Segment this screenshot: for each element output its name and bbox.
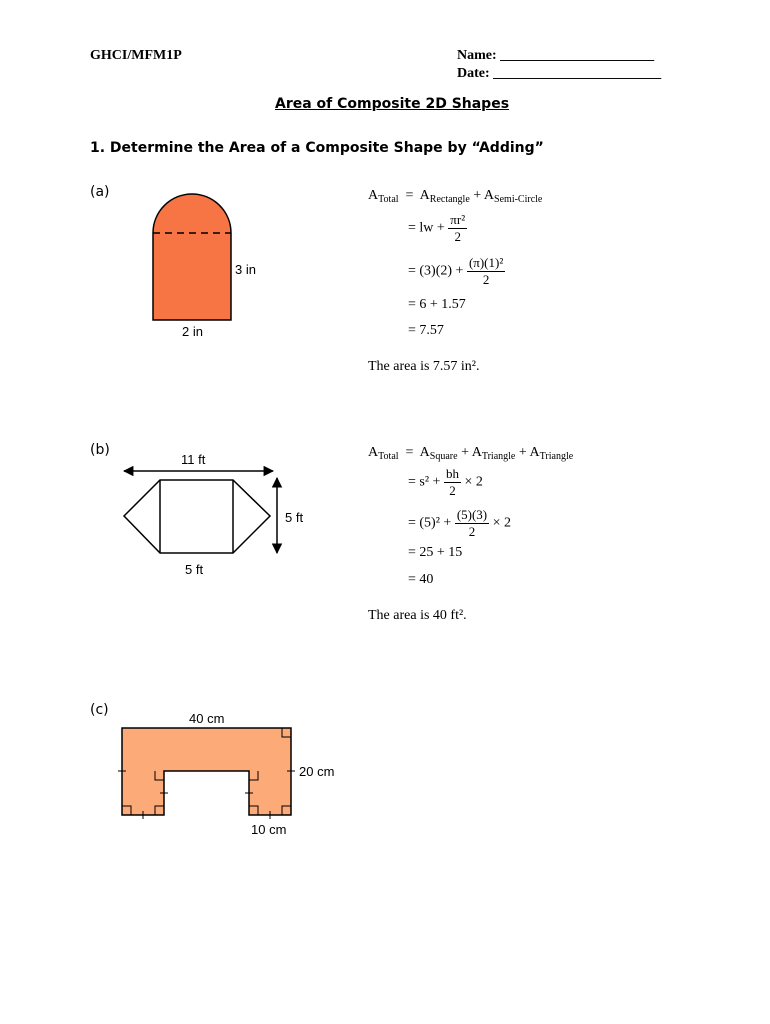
arch-shape xyxy=(122,728,291,815)
part-b-base-label: 5 ft xyxy=(185,562,204,577)
part-a-height-label: 3 in xyxy=(235,262,256,277)
part-b-label: (b) xyxy=(90,442,110,458)
part-b-height-label: 5 ft xyxy=(285,510,304,525)
part-b-eq2: = s² + $\frac{bh}{2}$ × 2 xyxy=(408,466,483,498)
part-b-total-label: 11 ft xyxy=(181,452,206,467)
part-a-eq5: = 7.57 xyxy=(408,323,444,338)
part-b-eq3: = (5)² + $\frac{(5)(3)}{2}$ × 2 xyxy=(408,507,512,539)
part-b-answer: The area is 40 ft². xyxy=(368,608,467,623)
part-c-height-label: 20 cm xyxy=(299,764,335,779)
name-field: Name: ______________________ xyxy=(457,48,655,63)
part-b-eq5: = 40 xyxy=(408,572,434,587)
question-heading: 1. Determine the Area of a Composite Shape by “Adding” xyxy=(90,140,544,156)
course-code: GHCI/MFM1P xyxy=(90,48,182,63)
date-field: Date: ________________________ xyxy=(457,66,662,81)
part-c-width-label: 40 cm xyxy=(189,711,225,726)
part-c-leg-label: 10 cm xyxy=(251,822,287,837)
part-a-eq4: = 6 + 1.57 xyxy=(408,297,466,312)
part-a-width-label: 2 in xyxy=(182,324,203,339)
part-a-label: (a) xyxy=(90,184,110,200)
part-a-eq1: $A_{Total} = A_{Rectangle} + A_{Semi-Circle}$ xyxy=(368,188,543,205)
part-a-eq2: = lw + $\frac{\text{πr²}}{2}$ xyxy=(408,212,466,244)
part-c-label: (c) xyxy=(90,702,109,718)
part-a-eq3: = (3)(2) + $\frac{\text{(π)(1)²}}{2}$ xyxy=(408,255,504,287)
page-title: Area of Composite 2D Shapes xyxy=(275,96,510,112)
part-b-eq4: = 25 + 15 xyxy=(408,545,463,560)
part-b-eq1: $A_{Total} = A_{Square} + A_{Triangle} + A_{Triangle}$ xyxy=(368,445,574,462)
part-a-answer: The area is 7.57 in². xyxy=(368,359,480,374)
